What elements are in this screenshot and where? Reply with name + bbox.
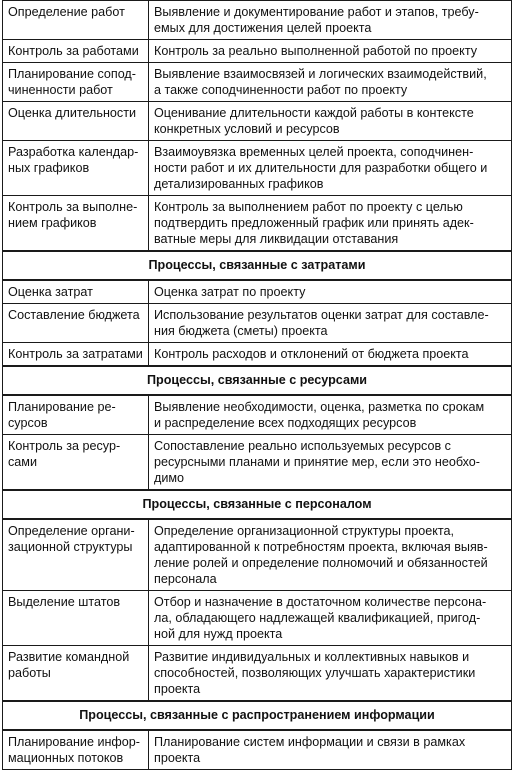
process-description: Выявление и документирование работ и этапов, требу- емых для достижения целей проекта	[149, 1, 512, 40]
process-name: Определение работ	[3, 1, 149, 40]
process-name: Развитие командной работы	[3, 646, 149, 702]
table-row	[3, 730, 512, 770]
table-row	[3, 304, 512, 343]
table-row	[3, 343, 512, 367]
process-name: Оценка затрат	[3, 280, 149, 304]
section-header-row	[3, 490, 512, 519]
process-name: Оценка длительности	[3, 102, 149, 141]
process-name: Контроль за ресур- сами	[3, 435, 149, 491]
process-name: Выделение штатов	[3, 591, 149, 646]
process-description: Отбор и назначение в достаточном количестве персона- ла, обладающего надлежащей квалификацией, пригод- ной для нужд проекта	[149, 591, 512, 646]
process-description: Выявление взаимосвязей и логических взаимодействий, а также соподчиненности работ по проекту	[149, 63, 512, 102]
process-name: Планирование инфор- мационных потоков	[3, 730, 149, 770]
table-row	[3, 280, 512, 304]
table-row	[3, 63, 512, 102]
process-description: Планирование систем информации и связи в рамках проекта	[149, 730, 512, 770]
process-description: Контроль расходов и отклонений от бюджета проекта	[149, 343, 512, 367]
table-row	[3, 395, 512, 435]
process-description: Выявление необходимости, оценка, разметка по срокам и распределение всех подходящих ресурсов	[149, 395, 512, 435]
process-description: Использование результатов оценки затрат для составле- ния бюджета (сметы) проекта	[149, 304, 512, 343]
section-title-personnel: Процессы, связанные с персоналом	[3, 490, 512, 519]
table-row	[3, 196, 512, 252]
table-row	[3, 435, 512, 491]
process-description: Развитие индивидуальных и коллективных навыков и способностей, позволяющих улучшать характеристики проекта	[149, 646, 512, 702]
section-title-information: Процессы, связанные с распространением информации	[3, 701, 512, 730]
process-description: Определение организационной структуры проекта, адаптированной к потребностям проекта, включая выяв- ление ролей и определение полномочий и обязанностей персонала	[149, 519, 512, 591]
table-row	[3, 40, 512, 63]
process-name: Планирование сопод- чиненности работ	[3, 63, 149, 102]
table-row	[3, 1, 512, 40]
process-description: Оценка затрат по проекту	[149, 280, 512, 304]
process-description: Взаимоувязка временных целей проекта, соподчинен- ности работ и их длительности для разработки общего и детализированных графиков	[149, 141, 512, 196]
table-row	[3, 646, 512, 702]
process-name: Составление бюджета	[3, 304, 149, 343]
process-name: Определение органи- зационной структуры	[3, 519, 149, 591]
section-title-resources: Процессы, связанные с ресурсами	[3, 366, 512, 395]
process-description: Оценивание длительности каждой работы в контексте конкретных условий и ресурсов	[149, 102, 512, 141]
process-name: Планирование ре- сурсов	[3, 395, 149, 435]
table-row	[3, 141, 512, 196]
process-description: Сопоставление реально используемых ресурсов с ресурсными планами и принятие мер, если это необхо- димо	[149, 435, 512, 491]
process-description: Контроль за реально выполненной работой по проекту	[149, 40, 512, 63]
table-row	[3, 519, 512, 591]
process-name: Контроль за работами	[3, 40, 149, 63]
section-header-row	[3, 366, 512, 395]
process-name: Разработка календар- ных графиков	[3, 141, 149, 196]
process-name: Контроль за выполне- нием графиков	[3, 196, 149, 252]
table-row	[3, 591, 512, 646]
process-description: Контроль за выполнением работ по проекту с целью подтвердить предложенный график или принять адек- ватные меры для ликвидации отставания	[149, 196, 512, 252]
section-header-row	[3, 701, 512, 730]
section-header-row	[3, 251, 512, 280]
table-row	[3, 102, 512, 141]
section-title-cost: Процессы, связанные с затратами	[3, 251, 512, 280]
processes-table	[2, 0, 512, 770]
process-name: Контроль за затратами	[3, 343, 149, 367]
